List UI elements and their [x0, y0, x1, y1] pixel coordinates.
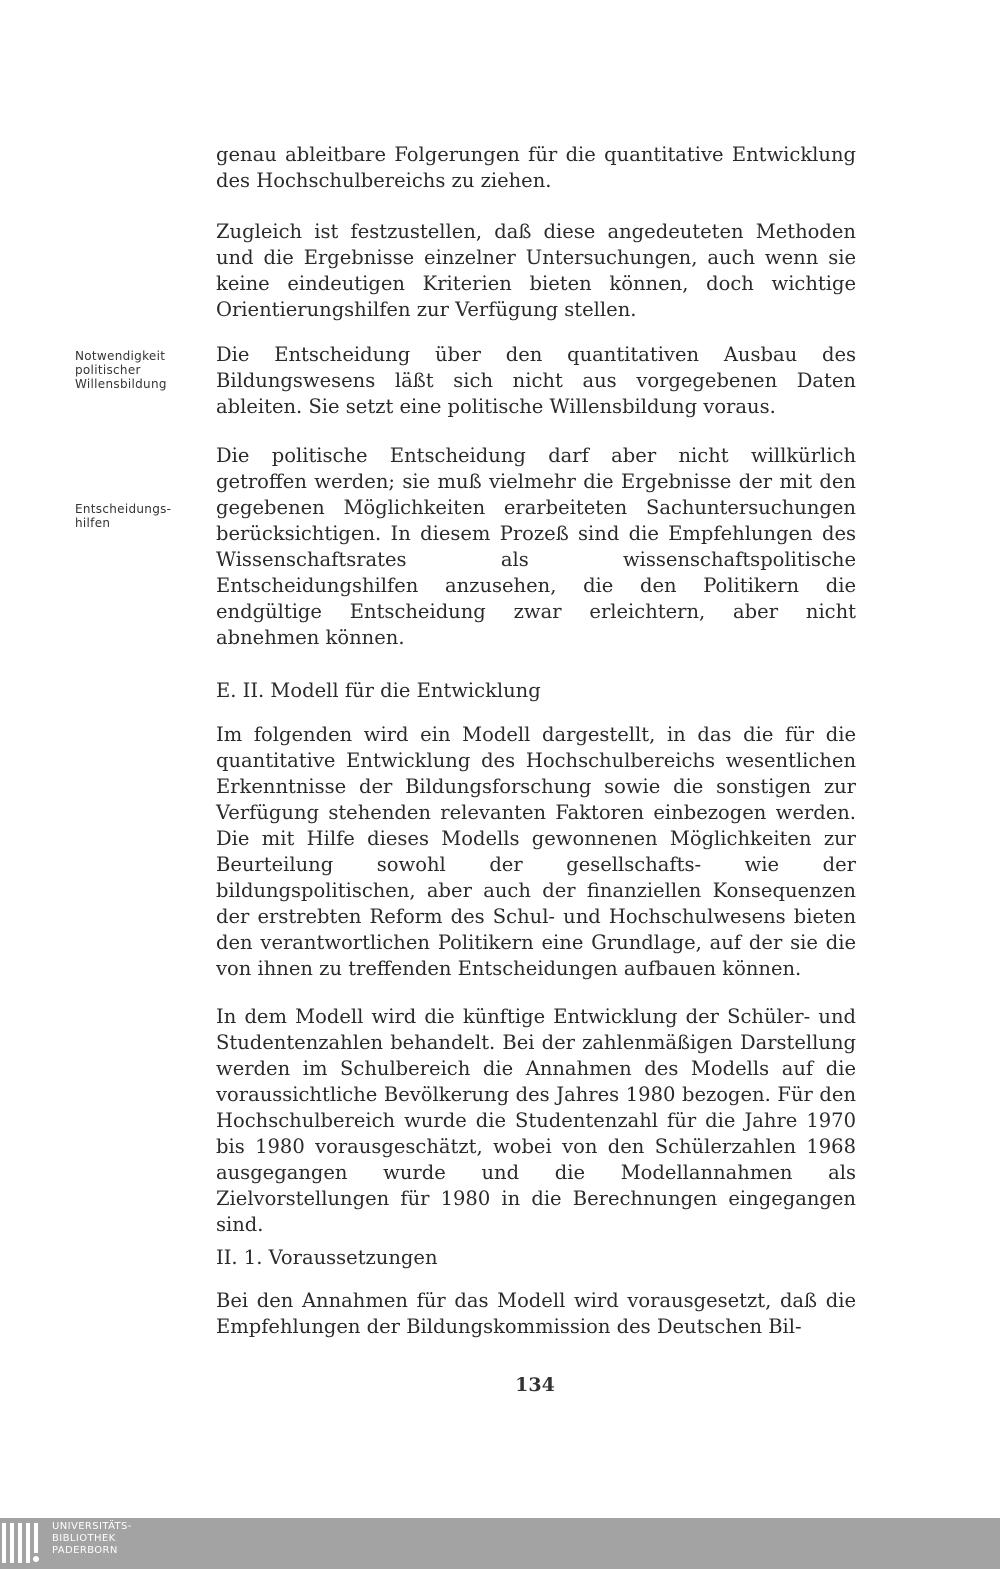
library-logo-text [52, 1521, 132, 1557]
logo-line: UNIVERSITÄTS- [52, 1521, 132, 1532]
paragraph-4: Die politische Entscheidung darf aber nicht willkürlich getroffen werden; sie muß vielmehr die Ergebnisse der mit den gegebenen Möglichkeiten erarbeiteten Sachuntersuchungen berücksichtigen. In diesem Prozeß sind die Empfehlungen des Wissenschaftsrates als wissenschaftspolitische Entscheidungshilfen anzusehen, die den Politikern die endgültige Entscheidung zwar erleichtern, aber nicht abnehmen können. [216, 444, 856, 649]
paragraph-3: Die Entscheidung über den quantitativen Ausbau des Bildungswesens läßt sich nicht aus vorgegebenen Daten ableiten. Sie setzt eine politische Willensbildung voraus. [216, 343, 856, 418]
margin-note-line: politischer [75, 363, 141, 377]
paragraph-5: Im folgenden wird ein Modell dargestellt, in das die für die quantitative Entwicklung des Hochschulbereichs wesentlichen Erkenntnisse der Bildungsforschung sowie die sonstigen zur Verfügung stehenden relevanten Faktoren einbezogen werden. Die mit Hilfe dieses Modells gewonnenen Möglichkeiten zur Beurteilung sowohl der gesellschafts- wie der bildungspolitischen, aber auch der finanziellen Konsequenzen der erstrebten Reform des Schul- und Hochschulwesens bieten den verantwortlichen Politikern eine Grundlage, auf der sie die von ihnen zu treffenden Entscheidungen aufbauen können. [216, 723, 856, 980]
page-number: 134 [515, 1374, 555, 1396]
library-logo-icon [2, 1523, 42, 1563]
subsection-heading: II. 1. Voraussetzungen [216, 1246, 438, 1269]
margin-note-line: Notwendigkeit [75, 349, 166, 363]
logo-line: PADERBORN [52, 1545, 118, 1556]
margin-note-line: hilfen [75, 516, 111, 530]
margin-note-willensbildung [75, 349, 200, 391]
paragraph-7: Bei den Annahmen für das Modell wird vorausgesetzt, daß die Empfehlungen der Bildungskommission des Deutschen Bil- [216, 1289, 856, 1338]
margin-note-line: Willensbildung [75, 377, 167, 391]
paragraph-1: genau ableitbare Folgerungen für die quantitative Entwicklung des Hochschulbereichs zu ziehen. [216, 143, 856, 192]
library-footer-bar [0, 1518, 1000, 1569]
logo-line: BIBLIOTHEK [52, 1533, 116, 1544]
margin-note-entscheidungshilfen [75, 502, 200, 530]
margin-note-line: Entscheidungs- [75, 502, 172, 516]
section-heading: E. II. Modell für die Entwicklung [216, 679, 541, 702]
paragraph-2: Zugleich ist festzustellen, daß diese angedeuteten Methoden und die Ergebnisse einzelner Untersuchungen, auch wenn sie keine eindeutigen Kriterien bieten können, doch wichtige Orientierungshilfen zur Verfügung stellen. [216, 220, 856, 321]
paragraph-6: In dem Modell wird die künftige Entwicklung der Schüler- und Studentenzahlen behandelt. Bei der zahlenmäßigen Darstellung werden im Schulbereich die Annahmen des Modells auf die voraussichtliche Bevölkerung des Jahres 1980 bezogen. Für den Hochschulbereich wurde die Studentenzahl für die Jahre 1970 bis 1980 vorausgeschätzt, wobei von den Schülerzahlen 1968 ausgegangen wurde und die Modellannahmen als Zielvorstellungen für 1980 in die Berechnungen eingegangen sind. [216, 1005, 856, 1236]
